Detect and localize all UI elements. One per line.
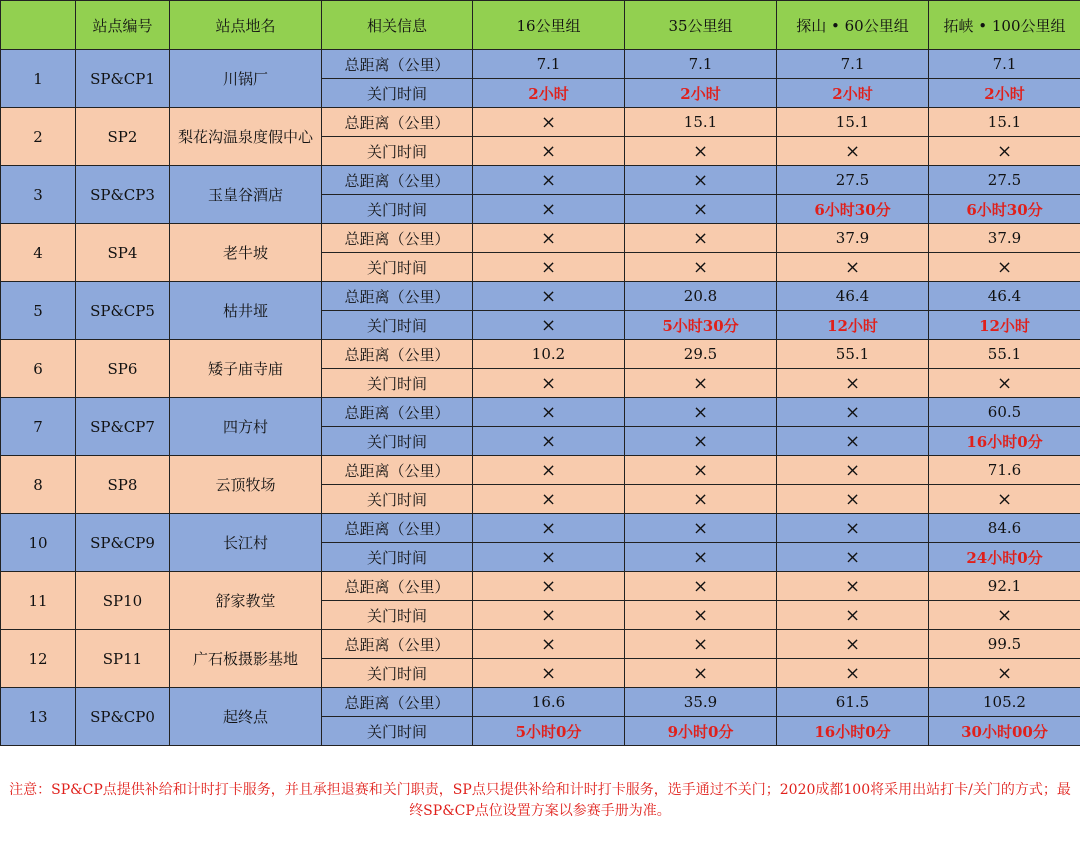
closing-cell: 12小时 xyxy=(929,311,1080,340)
station-distance-row xyxy=(1,166,1080,195)
closing-cell: × xyxy=(929,659,1080,688)
station-code: SP4 xyxy=(76,224,170,282)
distance-cell: 37.9 xyxy=(929,224,1080,253)
distance-cell: × xyxy=(473,224,625,253)
closing-cell: 6小时30分 xyxy=(929,195,1080,224)
closing-cell: × xyxy=(473,659,625,688)
closing-cell: 12小时 xyxy=(777,311,929,340)
closing-cell: × xyxy=(473,311,625,340)
closing-label: 关门时间 xyxy=(322,601,473,630)
distance-cell: 55.1 xyxy=(777,340,929,369)
distance-cell: 29.5 xyxy=(625,340,777,369)
station-code: SP8 xyxy=(76,456,170,514)
station-code: SP&CP0 xyxy=(76,688,170,746)
distance-label: 总距离（公里） xyxy=(322,50,473,79)
station-code: SP&CP9 xyxy=(76,514,170,572)
distance-cell: 7.1 xyxy=(777,50,929,79)
distance-cell: 15.1 xyxy=(777,108,929,137)
distance-cell: 37.9 xyxy=(777,224,929,253)
distance-cell: 27.5 xyxy=(929,166,1080,195)
closing-label: 关门时间 xyxy=(322,195,473,224)
distance-cell: × xyxy=(473,456,625,485)
station-code: SP11 xyxy=(76,630,170,688)
closing-cell: 16小时0分 xyxy=(929,427,1080,456)
station-code: SP&CP3 xyxy=(76,166,170,224)
distance-label: 总距离（公里） xyxy=(322,456,473,485)
station-code: SP10 xyxy=(76,572,170,630)
closing-cell: × xyxy=(625,427,777,456)
distance-cell: × xyxy=(473,630,625,659)
distance-cell: × xyxy=(625,166,777,195)
distance-cell: 92.1 xyxy=(929,572,1080,601)
closing-cell: 9小时0分 xyxy=(625,717,777,746)
closing-label: 关门时间 xyxy=(322,253,473,282)
station-name: 云顶牧场 xyxy=(170,456,322,514)
distance-cell: 15.1 xyxy=(625,108,777,137)
station-code: SP6 xyxy=(76,340,170,398)
closing-label: 关门时间 xyxy=(322,369,473,398)
header-related-info: 相关信息 xyxy=(322,1,473,50)
header-station-name: 站点地名 xyxy=(170,1,322,50)
closing-cell: × xyxy=(625,137,777,166)
closing-label: 关门时间 xyxy=(322,659,473,688)
station-name: 长江村 xyxy=(170,514,322,572)
station-distance-row xyxy=(1,108,1080,137)
distance-label: 总距离（公里） xyxy=(322,688,473,717)
distance-cell: × xyxy=(473,572,625,601)
distance-cell: 105.2 xyxy=(929,688,1080,717)
closing-cell: 5小时30分 xyxy=(625,311,777,340)
closing-cell: × xyxy=(929,369,1080,398)
station-index: 12 xyxy=(1,630,76,688)
closing-cell: × xyxy=(473,485,625,514)
closing-cell: × xyxy=(777,253,929,282)
closing-cell: × xyxy=(625,543,777,572)
distance-cell: 35.9 xyxy=(625,688,777,717)
distance-cell: × xyxy=(625,224,777,253)
station-index: 1 xyxy=(1,50,76,108)
closing-cell: × xyxy=(777,543,929,572)
station-code: SP&CP7 xyxy=(76,398,170,456)
closing-cell: × xyxy=(777,485,929,514)
station-distance-row xyxy=(1,688,1080,717)
station-distance-row xyxy=(1,630,1080,659)
closing-cell: × xyxy=(473,195,625,224)
distance-cell: 46.4 xyxy=(777,282,929,311)
distance-cell: × xyxy=(473,282,625,311)
header-100km: 拓峡 • 100公里组 xyxy=(929,1,1080,50)
station-code: SP&CP1 xyxy=(76,50,170,108)
station-distance-row xyxy=(1,282,1080,311)
distance-cell: 7.1 xyxy=(473,50,625,79)
closing-cell: 2小时 xyxy=(777,79,929,108)
header-60km: 探山 • 60公里组 xyxy=(777,1,929,50)
station-code: SP2 xyxy=(76,108,170,166)
distance-cell: × xyxy=(625,456,777,485)
distance-cell: 84.6 xyxy=(929,514,1080,543)
closing-cell: 6小时30分 xyxy=(777,195,929,224)
closing-cell: × xyxy=(625,195,777,224)
header-35km: 35公里组 xyxy=(625,1,777,50)
station-name: 玉皇谷酒店 xyxy=(170,166,322,224)
distance-cell: 46.4 xyxy=(929,282,1080,311)
closing-label: 关门时间 xyxy=(322,79,473,108)
distance-label: 总距离（公里） xyxy=(322,108,473,137)
distance-cell: 60.5 xyxy=(929,398,1080,427)
station-index: 4 xyxy=(1,224,76,282)
station-distance-row xyxy=(1,572,1080,601)
closing-cell: 2小时 xyxy=(929,79,1080,108)
distance-cell: × xyxy=(473,398,625,427)
distance-cell: 27.5 xyxy=(777,166,929,195)
header-row xyxy=(1,1,1080,50)
closing-cell: 2小时 xyxy=(625,79,777,108)
distance-cell: 10.2 xyxy=(473,340,625,369)
header-station-code: 站点编号 xyxy=(76,1,170,50)
closing-cell: 30小时00分 xyxy=(929,717,1080,746)
distance-label: 总距离（公里） xyxy=(322,224,473,253)
table-body xyxy=(1,50,1080,746)
distance-cell: × xyxy=(777,398,929,427)
station-index: 13 xyxy=(1,688,76,746)
station-distance-row xyxy=(1,50,1080,79)
footnote: 注意：SP&CP点提供补给和计时打卡服务，并且承担退赛和关门职责，SP点只提供补给和计时打卡服务，选手通过不关门；2020成都100将采用出站打卡/关门的方式；最终SP&CP点位设置方案以参赛手册为准。 xyxy=(9,782,1071,819)
distance-label: 总距离（公里） xyxy=(322,514,473,543)
closing-cell: 2小时 xyxy=(473,79,625,108)
distance-label: 总距离（公里） xyxy=(322,630,473,659)
closing-cell: 5小时0分 xyxy=(473,717,625,746)
closing-label: 关门时间 xyxy=(322,311,473,340)
station-index: 3 xyxy=(1,166,76,224)
distance-label: 总距离（公里） xyxy=(322,340,473,369)
distance-cell: 99.5 xyxy=(929,630,1080,659)
header-index xyxy=(1,1,76,50)
closing-cell: × xyxy=(777,601,929,630)
station-name: 四方村 xyxy=(170,398,322,456)
distance-cell: 20.8 xyxy=(625,282,777,311)
station-index: 6 xyxy=(1,340,76,398)
closing-cell: × xyxy=(473,601,625,630)
distance-cell: 71.6 xyxy=(929,456,1080,485)
distance-label: 总距离（公里） xyxy=(322,572,473,601)
station-code: SP&CP5 xyxy=(76,282,170,340)
station-index: 5 xyxy=(1,282,76,340)
station-index: 8 xyxy=(1,456,76,514)
station-name: 枯井垭 xyxy=(170,282,322,340)
distance-label: 总距离（公里） xyxy=(322,166,473,195)
closing-cell: × xyxy=(473,253,625,282)
closing-cell: × xyxy=(473,543,625,572)
closing-cell: × xyxy=(625,485,777,514)
station-name: 梨花沟温泉度假中心 xyxy=(170,108,322,166)
station-name: 矮子庙寺庙 xyxy=(170,340,322,398)
closing-cell: × xyxy=(929,485,1080,514)
closing-label: 关门时间 xyxy=(322,543,473,572)
distance-cell: 7.1 xyxy=(625,50,777,79)
station-name: 老牛坡 xyxy=(170,224,322,282)
distance-cell: × xyxy=(777,456,929,485)
distance-cell: × xyxy=(777,630,929,659)
closing-cell: × xyxy=(473,137,625,166)
station-name: 广石板摄影基地 xyxy=(170,630,322,688)
station-name: 川锅厂 xyxy=(170,50,322,108)
closing-cell: × xyxy=(929,137,1080,166)
distance-cell: × xyxy=(625,514,777,543)
station-distance-row xyxy=(1,456,1080,485)
station-index: 11 xyxy=(1,572,76,630)
closing-label: 关门时间 xyxy=(322,427,473,456)
station-index: 10 xyxy=(1,514,76,572)
distance-cell: 16.6 xyxy=(473,688,625,717)
station-index: 7 xyxy=(1,398,76,456)
distance-cell: × xyxy=(625,630,777,659)
distance-cell: × xyxy=(473,514,625,543)
closing-cell: × xyxy=(929,601,1080,630)
closing-cell: × xyxy=(625,659,777,688)
distance-cell: × xyxy=(625,398,777,427)
closing-cell: × xyxy=(473,369,625,398)
closing-cell: × xyxy=(929,253,1080,282)
closing-cell: × xyxy=(625,601,777,630)
closing-cell: × xyxy=(473,427,625,456)
station-distance-row xyxy=(1,224,1080,253)
closing-cell: × xyxy=(777,427,929,456)
closing-cell: 16小时0分 xyxy=(777,717,929,746)
closing-cell: × xyxy=(777,369,929,398)
closing-cell: × xyxy=(777,659,929,688)
distance-cell: × xyxy=(777,514,929,543)
distance-cell: 7.1 xyxy=(929,50,1080,79)
station-name: 起终点 xyxy=(170,688,322,746)
distance-cell: 15.1 xyxy=(929,108,1080,137)
closing-label: 关门时间 xyxy=(322,485,473,514)
header-16km: 16公里组 xyxy=(473,1,625,50)
distance-label: 总距离（公里） xyxy=(322,398,473,427)
closing-label: 关门时间 xyxy=(322,717,473,746)
closing-cell: × xyxy=(625,253,777,282)
station-distance-row xyxy=(1,398,1080,427)
closing-label: 关门时间 xyxy=(322,137,473,166)
distance-cell: × xyxy=(473,108,625,137)
distance-cell: 61.5 xyxy=(777,688,929,717)
closing-cell: × xyxy=(777,137,929,166)
distance-cell: × xyxy=(625,572,777,601)
station-name: 舒家教堂 xyxy=(170,572,322,630)
station-distance-row xyxy=(1,514,1080,543)
station-distance-row xyxy=(1,340,1080,369)
station-index: 2 xyxy=(1,108,76,166)
distance-cell: × xyxy=(777,572,929,601)
closing-cell: 24小时0分 xyxy=(929,543,1080,572)
distance-cell: 55.1 xyxy=(929,340,1080,369)
distance-cell: × xyxy=(473,166,625,195)
distance-label: 总距离（公里） xyxy=(322,282,473,311)
closing-cell: × xyxy=(625,369,777,398)
